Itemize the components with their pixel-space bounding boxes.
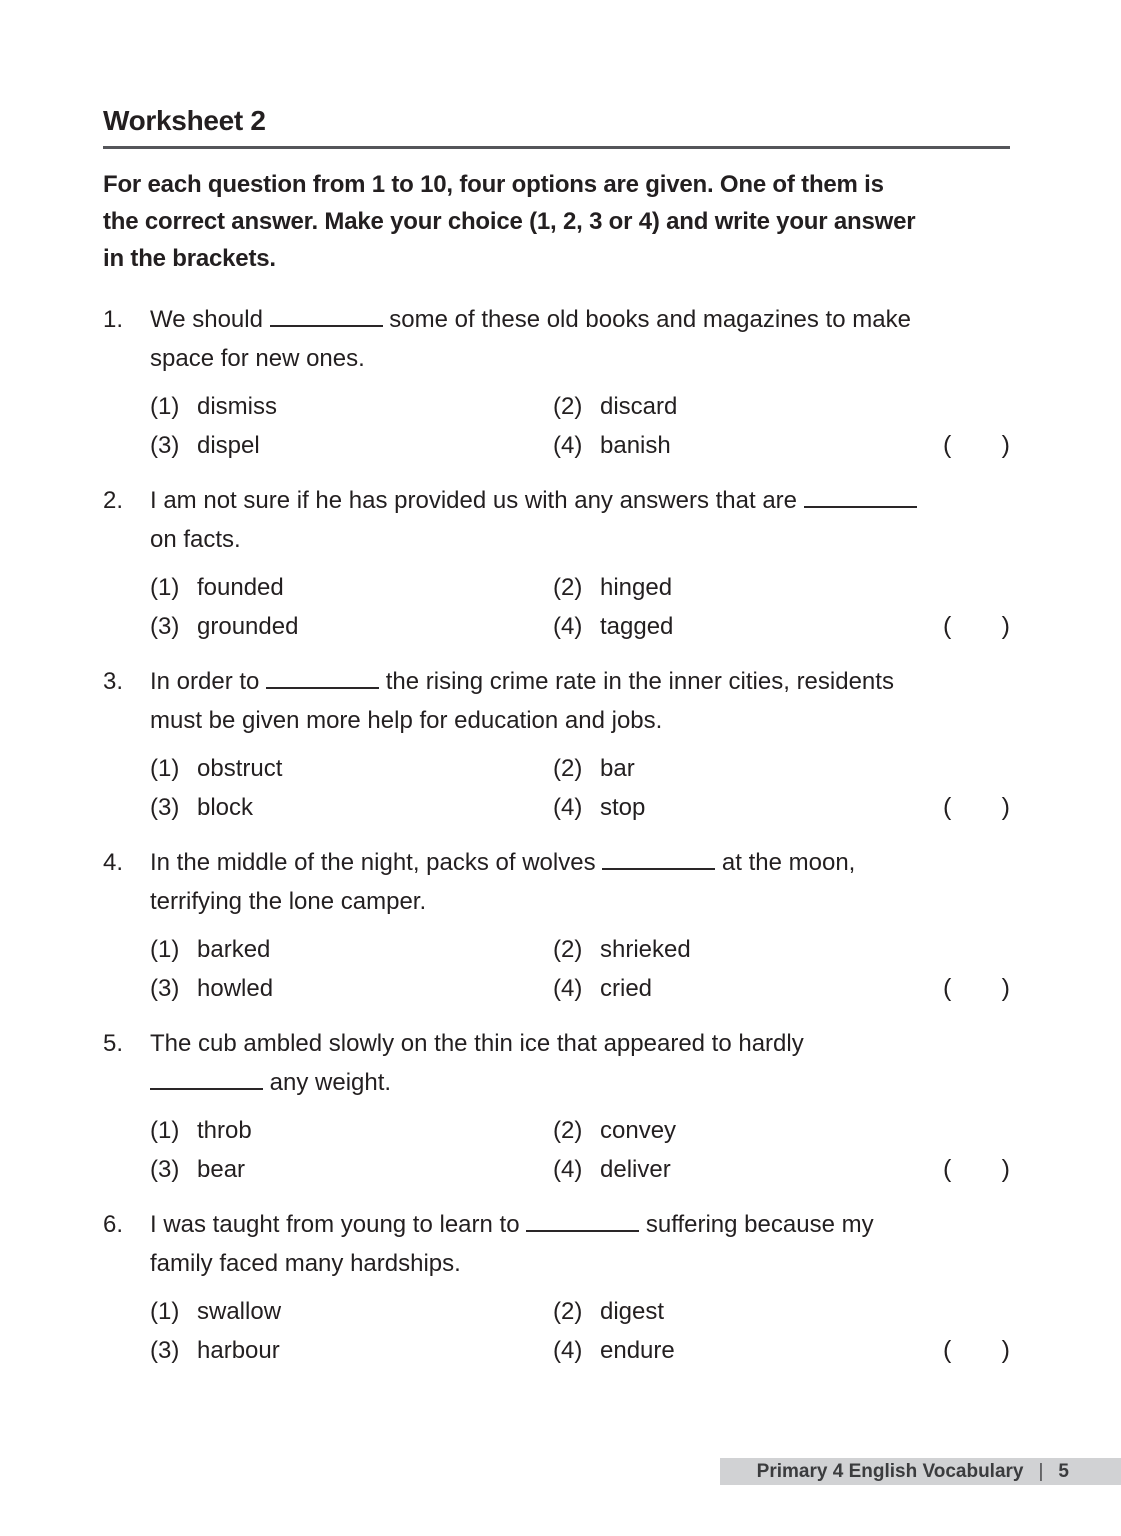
question [103, 662, 1010, 827]
option-text: tagged [600, 613, 674, 640]
bracket-close: ) [1001, 612, 1010, 640]
bracket-open: ( [943, 793, 952, 821]
option-number: (3) [150, 1337, 180, 1364]
options-row [150, 1331, 1010, 1370]
answer-blank [526, 1230, 639, 1232]
options [150, 1292, 1010, 1370]
stem-text: at the moon, [715, 849, 856, 876]
page-title: Worksheet 2 [103, 106, 1010, 149]
option-text: digest [600, 1298, 665, 1325]
options-row [150, 749, 1010, 788]
option [150, 1331, 553, 1370]
bracket-open: ( [943, 974, 952, 1002]
question-body [150, 1205, 1010, 1370]
option [553, 607, 673, 646]
option-number: (3) [150, 432, 180, 459]
stem-text: In order to [150, 668, 267, 695]
option [553, 1331, 675, 1370]
option-number: (2) [553, 936, 583, 963]
option [150, 1292, 553, 1331]
option-text: banish [600, 432, 671, 459]
answer-blank [266, 687, 379, 689]
footer-page-number: 5 [1058, 1460, 1069, 1482]
options-row [150, 969, 1010, 1008]
options-row [150, 1292, 1010, 1331]
option [553, 1150, 671, 1189]
option [150, 788, 553, 827]
question-number: 4. [103, 849, 124, 876]
bracket-close: ) [1001, 793, 1010, 821]
question-stem-line [150, 339, 1010, 378]
option-text: barked [197, 936, 271, 963]
question-number: 5. [103, 1030, 124, 1057]
stem-text: space for new ones. [150, 345, 365, 372]
option-number: (3) [150, 794, 180, 821]
instructions-line: For each question from 1 to 10, four options are given. One of them is [103, 171, 884, 198]
bracket-open: ( [943, 431, 952, 459]
options-row [150, 387, 1010, 426]
option-number: (2) [553, 1117, 583, 1144]
option-text: harbour [197, 1337, 280, 1364]
option-number: (1) [150, 393, 180, 420]
instructions-line: the correct answer. Make your choice (1, 2, 3 or 4) and write your answer [103, 208, 916, 235]
options-row [150, 930, 1010, 969]
stem-text: some of these old books and magazines to make [382, 306, 911, 333]
option-text: shrieked [600, 936, 691, 963]
stem-text: The cub ambled slowly on the thin ice that appeared to hardly [150, 1030, 804, 1057]
stem-text: suffering because my [639, 1211, 874, 1238]
option-text: bar [600, 755, 635, 782]
question-body [150, 662, 1010, 827]
footer-book-title: Primary 4 English Vocabulary [756, 1460, 1024, 1482]
stem-text: We should [150, 306, 270, 333]
answer-blank [150, 1088, 263, 1090]
question-stem-line [150, 882, 1010, 921]
bracket-close: ) [1001, 1336, 1010, 1364]
answer-blank [602, 868, 715, 870]
option-number: (3) [150, 613, 180, 640]
answer-brackets [943, 607, 1010, 646]
option-number: (2) [553, 755, 583, 782]
question-number: 2. [103, 487, 124, 514]
stem-text: on facts. [150, 526, 241, 553]
instructions-line: in the brackets. [103, 245, 276, 272]
answer-brackets [943, 969, 1010, 1008]
option [150, 969, 553, 1008]
question-stem-line [150, 481, 1010, 520]
option-number: (3) [150, 1156, 180, 1183]
question-body [150, 1024, 1010, 1189]
options-row [150, 568, 1010, 607]
option-text: discard [600, 393, 678, 420]
options [150, 749, 1010, 827]
answer-blank [804, 506, 917, 508]
question [103, 481, 1010, 646]
options [150, 930, 1010, 1008]
options-row [150, 1150, 1010, 1189]
answer-brackets [943, 1150, 1010, 1189]
option [150, 1150, 553, 1189]
stem-text: the rising crime rate in the inner cities, residents [379, 668, 894, 695]
options [150, 387, 1010, 465]
question-number: 1. [103, 306, 124, 333]
question-stem-line [150, 1244, 1010, 1283]
option-text: convey [600, 1117, 677, 1144]
option-text: endure [600, 1337, 675, 1364]
bracket-open: ( [943, 1155, 952, 1183]
question-stem-line [150, 843, 1010, 882]
answer-blank [270, 325, 383, 327]
option-number: (1) [150, 755, 180, 782]
question-number: 6. [103, 1211, 124, 1238]
question [103, 843, 1010, 1008]
question-stem-line [150, 520, 1010, 559]
options [150, 568, 1010, 646]
question-body [150, 300, 1010, 465]
stem-text: family faced many hardships. [150, 1250, 461, 1277]
option [553, 788, 645, 827]
option-text: howled [197, 975, 274, 1002]
options-row [150, 788, 1010, 827]
stem-text: In the middle of the night, packs of wolves [150, 849, 603, 876]
footer-separator: | [1038, 1460, 1044, 1482]
stem-text: I was taught from young to learn to [150, 1211, 527, 1238]
stem-text: must be given more help for education and jobs. [150, 707, 663, 734]
questions [103, 300, 1010, 1370]
option [150, 1111, 553, 1150]
bracket-close: ) [1001, 974, 1010, 1002]
question-stem-line [150, 300, 1010, 339]
question-number: 3. [103, 668, 124, 695]
option [553, 930, 691, 969]
option-text: dispel [197, 432, 260, 459]
bracket-open: ( [943, 612, 952, 640]
option-number: (4) [553, 975, 583, 1002]
footer-bar [720, 1458, 1121, 1485]
option [553, 1292, 664, 1331]
option-number: (1) [150, 1298, 180, 1325]
option [553, 387, 677, 426]
option-text: founded [197, 574, 284, 601]
bracket-close: ) [1001, 431, 1010, 459]
question [103, 1205, 1010, 1370]
option-number: (4) [553, 613, 583, 640]
option-text: deliver [600, 1156, 671, 1183]
question [103, 1024, 1010, 1189]
option-number: (2) [553, 574, 583, 601]
question-stem-line [150, 1063, 1010, 1102]
option [150, 930, 553, 969]
option [150, 749, 553, 788]
option-number: (1) [150, 936, 180, 963]
stem-text: terrifying the lone camper. [150, 888, 427, 915]
option-number: (4) [553, 794, 583, 821]
option [553, 1111, 676, 1150]
option-text: swallow [197, 1298, 282, 1325]
option [150, 387, 553, 426]
option [150, 568, 553, 607]
bracket-open: ( [943, 1336, 952, 1364]
option [553, 568, 672, 607]
question-stem-line [150, 701, 1010, 740]
option-text: throb [197, 1117, 252, 1144]
options [150, 1111, 1010, 1189]
option [553, 749, 635, 788]
stem-text: any weight. [263, 1069, 392, 1096]
question-stem-line [150, 662, 1010, 701]
question [103, 300, 1010, 465]
option-number: (2) [553, 393, 583, 420]
question-body [150, 843, 1010, 1008]
option-number: (3) [150, 975, 180, 1002]
option [553, 969, 652, 1008]
option-number: (2) [553, 1298, 583, 1325]
option-text: block [197, 794, 254, 821]
option-text: bear [197, 1156, 246, 1183]
option [150, 607, 553, 646]
answer-brackets [943, 426, 1010, 465]
options-row [150, 426, 1010, 465]
option-text: grounded [197, 613, 299, 640]
option-number: (4) [553, 1337, 583, 1364]
question-stem-line [150, 1024, 1010, 1063]
bracket-close: ) [1001, 1155, 1010, 1183]
option-number: (4) [553, 432, 583, 459]
question-stem-line [150, 1205, 1010, 1244]
option-text: obstruct [197, 755, 283, 782]
instructions [103, 166, 1010, 277]
option-text: dismiss [197, 393, 278, 420]
options-row [150, 607, 1010, 646]
question-body [150, 481, 1010, 646]
stem-text: I am not sure if he has provided us with any answers that are [150, 487, 804, 514]
option [553, 426, 671, 465]
option-text: hinged [600, 574, 673, 601]
option-text: cried [600, 975, 653, 1002]
option-text: stop [600, 794, 646, 821]
option [150, 426, 553, 465]
option-number: (1) [150, 574, 180, 601]
option-number: (1) [150, 1117, 180, 1144]
answer-brackets [943, 1331, 1010, 1370]
options-row [150, 1111, 1010, 1150]
option-number: (4) [553, 1156, 583, 1183]
worksheet-page [103, 106, 1010, 1386]
answer-brackets [943, 788, 1010, 827]
